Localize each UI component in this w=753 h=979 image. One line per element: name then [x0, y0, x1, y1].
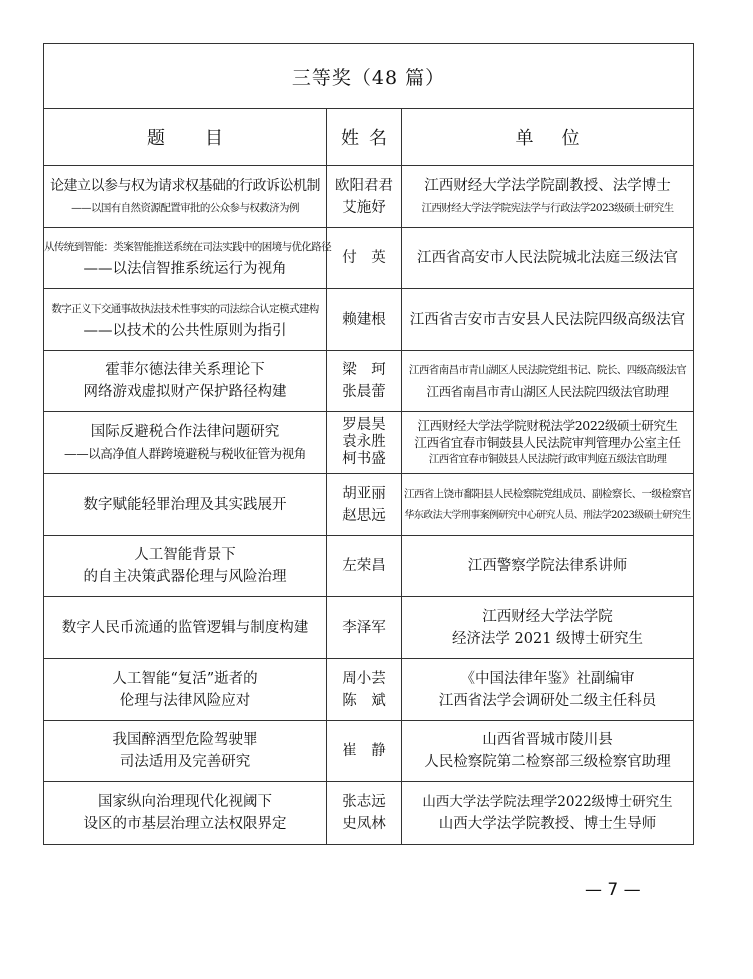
- author-cell: [327, 597, 402, 659]
- page-number: — 7 —: [585, 880, 641, 900]
- author-cell: [327, 474, 402, 536]
- paper-title-cell: [44, 536, 327, 597]
- paper-title-line: 人工智能背景下: [134, 547, 236, 563]
- unit-line: 江西财经大学法学院: [482, 608, 613, 625]
- author-name: 胡亚丽: [342, 485, 386, 502]
- unit-cell: [402, 721, 694, 782]
- paper-title-line: 数字赋能轻罪治理及其实践展开: [83, 496, 287, 513]
- paper-title-line: 人工智能“复活”逝者的: [112, 670, 258, 687]
- author-name: 李泽军: [342, 619, 386, 636]
- author-name: 袁永胜: [342, 434, 386, 450]
- header-name: 姓名: [327, 109, 402, 166]
- table-row: [44, 474, 694, 536]
- paper-title-cell: [44, 166, 327, 228]
- awards-table: [43, 43, 694, 845]
- unit-cell: [402, 474, 694, 536]
- paper-title-cell: [44, 597, 327, 659]
- author-name: 张志远: [342, 794, 386, 810]
- table-row: [44, 659, 694, 721]
- paper-title-line: 数字人民币流通的监管逻辑与制度构建: [61, 619, 309, 636]
- paper-title-line: 的自主决策武器伦理与风险治理: [83, 569, 287, 585]
- paper-title-line: 数字正义下交通事故执法技术性事实的司法综合认定模式建构: [51, 302, 319, 315]
- paper-title-line: 伦理与法律风险应对: [119, 692, 251, 709]
- author-cell: [327, 536, 402, 597]
- paper-title-line: 司法适用及完善研究: [119, 754, 251, 770]
- author-name: 付 英: [342, 250, 386, 266]
- unit-cell: [402, 536, 694, 597]
- unit-line: 江西省法学会调研处二级主任科员: [438, 692, 657, 709]
- paper-title-line: 国家纵向治理现代化视阈下: [98, 794, 272, 810]
- paper-title-cell: [44, 228, 332, 289]
- unit-line: 江西省高安市人民法院城北法庭三级法官: [417, 250, 678, 266]
- author-name: 左荣昌: [342, 558, 386, 574]
- author-name: 赖建根: [342, 311, 386, 328]
- table-row: [44, 228, 694, 289]
- author-cell: [327, 782, 402, 845]
- paper-title-cell: [44, 289, 327, 351]
- paper-title-line: 霍菲尔德法律关系理论下: [105, 362, 265, 378]
- paper-subtitle-line: ——以国有自然资源配置审批的公众参与权救济为例: [71, 201, 299, 214]
- table-row: [44, 597, 694, 659]
- unit-cell: [402, 351, 694, 412]
- author-name: 艾施妤: [342, 199, 386, 216]
- unit-cell: [402, 597, 694, 659]
- unit-line: 江西省上饶市鄱阳县人民检察院党组成员、副检察长、一级检察官: [403, 487, 692, 500]
- unit-line: 山西大学法学院教授、博士生导师: [438, 816, 657, 832]
- author-name: 罗晨昊: [342, 417, 386, 433]
- unit-line: 江西财经大学法学院副教授、法学博士: [424, 177, 671, 194]
- author-cell: [327, 228, 402, 289]
- paper-subtitle-line: ——以技术的公共性原则为指引: [83, 322, 287, 339]
- paper-title-line: 国际反避税合作法律问题研究: [90, 423, 280, 440]
- author-cell: [327, 289, 402, 351]
- paper-subtitle-line: ——以法信智推系统运行为视角: [83, 261, 287, 277]
- unit-line: 山西省晋城市陵川县: [482, 732, 613, 748]
- unit-cell: [402, 228, 694, 289]
- paper-title-cell: [44, 782, 327, 845]
- unit-line: 江西财经大学法学院财税法学2022级硕士研究生: [417, 418, 678, 433]
- unit-line: 人民检察院第二检察部三级检察官助理: [424, 754, 671, 770]
- table-row: [44, 782, 694, 845]
- header-title: 题目: [44, 109, 327, 166]
- author-name: 张晨蕾: [342, 384, 386, 400]
- author-name: 梁 珂: [342, 362, 386, 378]
- unit-line: 江西财经大学法学院宪法学与行政法学2023级硕士研究生: [421, 201, 674, 214]
- paper-title-line: 我国醉酒型危险驾驶罪: [112, 732, 258, 748]
- table-row: [44, 721, 694, 782]
- table-row: [44, 412, 694, 474]
- unit-cell: [402, 782, 694, 845]
- paper-title-line: 网络游戏虚拟财产保护路径构建: [83, 384, 287, 400]
- paper-title-line: 从传统到智能：类案智能推送系统在司法实践中的困境与优化路径: [44, 241, 332, 253]
- unit-line: 《中国法律年鉴》社副编审: [460, 670, 635, 687]
- table-row: [44, 166, 694, 228]
- unit-line: 江西省宜春市铜鼓县人民法院审判管理办公室主任: [414, 435, 681, 450]
- author-name: 崔 静: [342, 743, 386, 759]
- author-cell: [327, 351, 402, 412]
- header-unit: 单位: [402, 109, 694, 166]
- unit-line: 江西警察学院法律系讲师: [467, 558, 628, 574]
- unit-line: 华东政法大学刑事案例研究中心研究人员、刑法学2023级硕士研究生: [404, 509, 691, 521]
- unit-cell: [402, 412, 694, 474]
- author-name: 柯书盛: [342, 451, 386, 467]
- paper-title-cell: [44, 351, 327, 412]
- paper-title-cell: [44, 412, 327, 474]
- author-name: 史凤林: [342, 816, 386, 832]
- author-cell: [327, 721, 402, 782]
- author-name: 周小芸: [342, 670, 386, 687]
- author-cell: [327, 166, 402, 228]
- paper-title-cell: [44, 721, 327, 782]
- unit-cell: [402, 289, 694, 351]
- table-row: [44, 536, 694, 597]
- unit-cell: [402, 166, 694, 228]
- section-title: 三等奖（48 篇）: [44, 44, 694, 109]
- paper-subtitle-line: ——以高净值人群跨境避税与税收征管为视角: [63, 445, 306, 461]
- table-row: [44, 351, 694, 412]
- author-name: 欧阳君君: [335, 177, 393, 194]
- unit-line: 山西大学法学院法理学2022级博士研究生: [422, 794, 673, 810]
- table-row: [44, 289, 694, 351]
- author-name: 陈 斌: [342, 692, 386, 709]
- author-cell: [327, 412, 402, 474]
- unit-line: 江西省宜春市铜鼓县人民法院行政审判庭五级法官助理: [428, 453, 667, 465]
- author-name: 赵思远: [342, 507, 386, 524]
- unit-line: 江西省南昌市青山湖区人民法院四级法官助理: [426, 384, 669, 399]
- unit-line: 经济法学 2021 级博士研究生: [451, 630, 644, 647]
- paper-title-cell: [44, 474, 327, 536]
- paper-title-line: 论建立以参与权为请求权基础的行政诉讼机制: [50, 177, 320, 194]
- paper-title-line: 设区的市基层治理立法权限界定: [83, 816, 287, 832]
- author-cell: [327, 659, 402, 721]
- unit-cell: [402, 659, 694, 721]
- unit-line: 江西省吉安市吉安县人民法院四级高级法官: [409, 311, 686, 328]
- unit-line: 江西省南昌市青山湖区人民法院党组书记、院长、四级高级法官: [408, 364, 687, 376]
- paper-title-cell: [44, 659, 327, 721]
